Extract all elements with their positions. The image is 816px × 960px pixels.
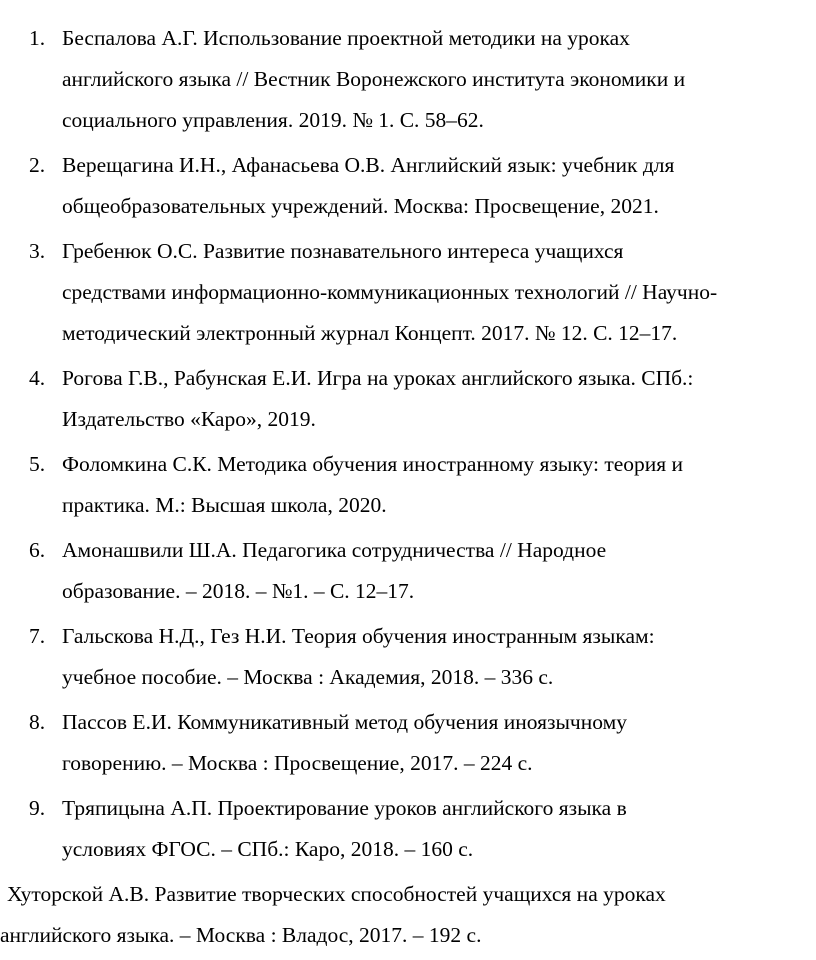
reference-line: социального управления. 2019. № 1. С. 58–62. [62, 108, 484, 132]
reference-number: 6. [29, 538, 46, 562]
reference-line: Гальскова Н.Д., Гез Н.И. Теория обучения иностранным языкам: [62, 624, 655, 648]
reference-line: Рогова Г.В., Рабунская Е.И. Игра на уроках английского языка. СПб.: [62, 366, 694, 390]
reference-line: Пассов Е.И. Коммуникативный метод обучения иноязычному [62, 710, 627, 734]
reference-line: учебное пособие. – Москва : Академия, 2018. – 336 с. [62, 665, 554, 689]
reference-line: английского языка. – Москва : Владос, 2017. – 192 с. [0, 923, 482, 947]
reference-item-7 [0, 616, 816, 698]
reference-item-2 [0, 145, 816, 227]
reference-item-4 [0, 358, 816, 440]
reference-line: Издательство «Каро», 2019. [62, 407, 316, 431]
reference-item-5 [0, 444, 816, 526]
reference-line: говорению. – Москва : Просвещение, 2017. – 224 с. [62, 751, 533, 775]
reference-item-1 [0, 18, 816, 141]
reference-line: Тряпицына А.П. Проектирование уроков английского языка в [62, 796, 627, 820]
reference-item-9 [0, 788, 816, 870]
reference-item-6 [0, 530, 816, 612]
reference-line: образование. – 2018. – №1. – С. 12–17. [62, 579, 415, 603]
reference-number: 5. [29, 452, 46, 476]
reference-line: условиях ФГОС. – СПб.: Каро, 2018. – 160 с. [62, 837, 474, 861]
reference-line: практика. М.: Высшая школа, 2020. [62, 493, 387, 517]
reference-line: Верещагина И.Н., Афанасьева О.В. Английский язык: учебник для [62, 153, 675, 177]
reference-line: средствами информационно-коммуникационных технологий // Научно- [62, 280, 718, 304]
reference-number: 7. [29, 624, 46, 648]
reference-line: Хуторской А.В. Развитие творческих способностей учащихся на уроках [7, 882, 666, 906]
reference-number: 3. [29, 239, 46, 263]
reference-number: 2. [29, 153, 46, 177]
reference-item-10 [0, 874, 816, 956]
reference-line: Гребенюк О.С. Развитие познавательного интереса учащихся [62, 239, 624, 263]
reference-line: Амонашвили Ш.А. Педагогика сотрудничества // Народное [62, 538, 607, 562]
reference-line: методический электронный журнал Концепт. 2017. № 12. С. 12–17. [62, 321, 678, 345]
reference-number: 8. [29, 710, 46, 734]
reference-number: 9. [29, 796, 46, 820]
reference-number: 1. [29, 26, 46, 50]
reference-list [0, 18, 816, 960]
reference-item-3 [0, 231, 816, 354]
reference-line: английского языка // Вестник Воронежского института экономики и [62, 67, 686, 91]
reference-line: Фоломкина С.К. Методика обучения иностранному языку: теория и [62, 452, 684, 476]
reference-line: общеобразовательных учреждений. Москва: Просвещение, 2021. [62, 194, 659, 218]
reference-item-8 [0, 702, 816, 784]
reference-number: 4. [29, 366, 46, 390]
reference-line: Беспалова А.Г. Использование проектной методики на уроках [62, 26, 630, 50]
